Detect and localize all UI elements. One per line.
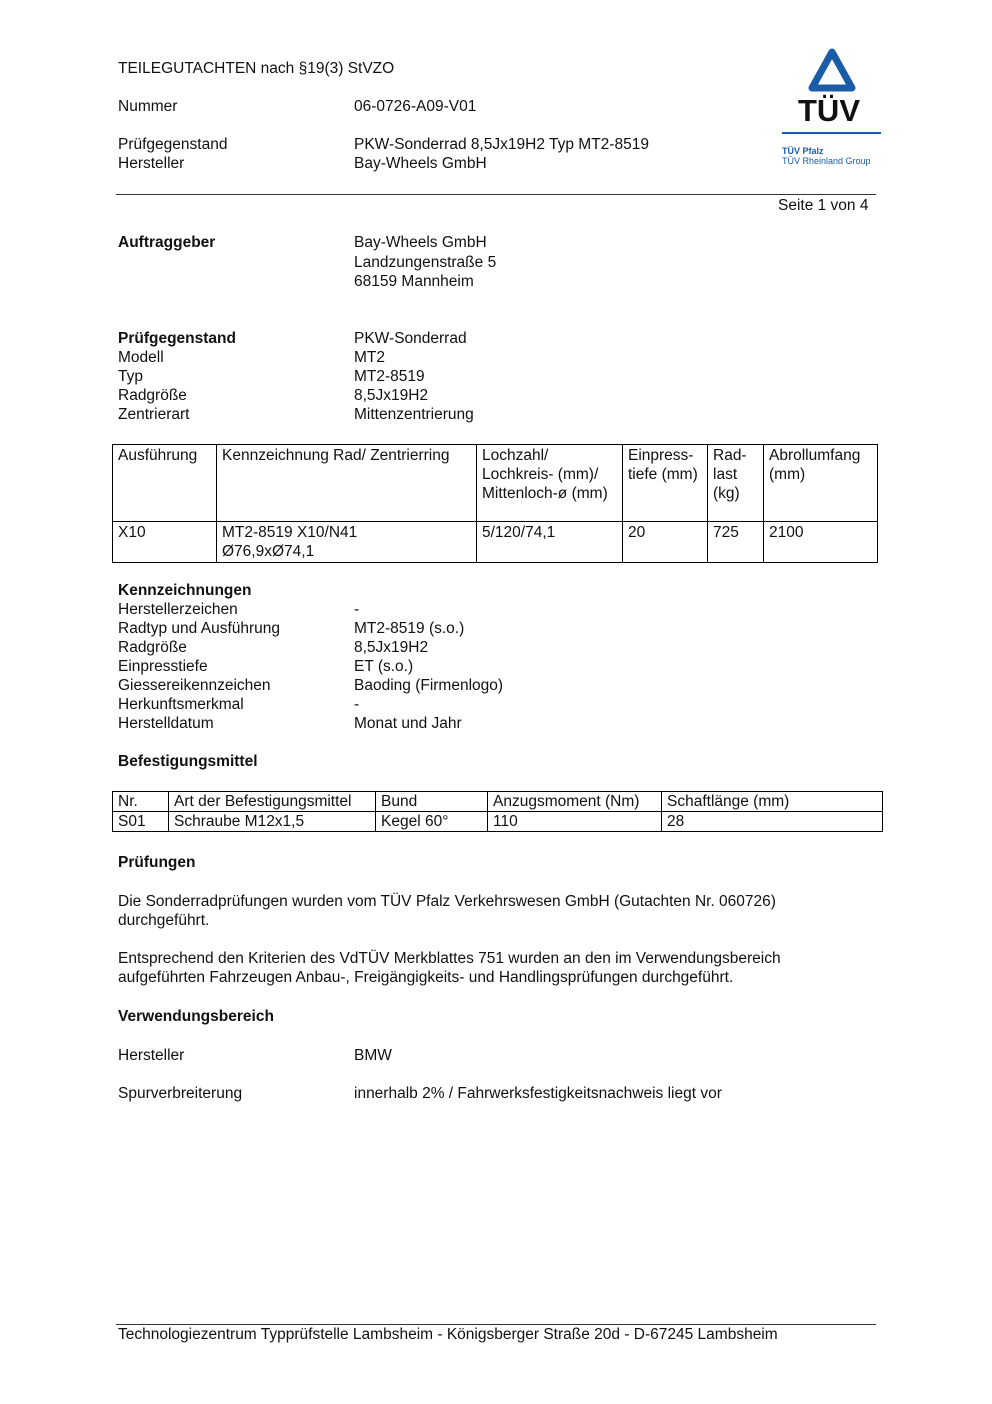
table-header-cell: Kennzeichnung Rad/ Zentrierring bbox=[217, 445, 477, 522]
table-row bbox=[113, 522, 878, 563]
kz-label: Radtyp und Ausführung bbox=[118, 620, 281, 637]
kz-label: Einpresstiefe bbox=[118, 658, 208, 675]
pruefungen-paragraph-line: aufgeführten Fahrzeugen Anbau-, Freigängigkeits- und Handlingsprüfungen durchgeführt. bbox=[118, 969, 734, 986]
befestigung-table bbox=[112, 791, 883, 832]
kz-label: Herkunftsmerkmal bbox=[118, 696, 244, 713]
nummer-value: 06-0726-A09-V01 bbox=[354, 98, 477, 115]
kz-value: ET (s.o.) bbox=[354, 658, 414, 675]
table-header-row bbox=[113, 445, 878, 522]
table-header-cell: Lochzahl/ Lochkreis- (mm)/ Mittenloch-ø (mm) bbox=[477, 445, 623, 522]
pg-value: Mittenzentrierung bbox=[354, 406, 474, 423]
table-header-row bbox=[113, 792, 883, 812]
kz-value: Monat und Jahr bbox=[354, 715, 462, 732]
auftraggeber-line: Landzungenstraße 5 bbox=[354, 254, 497, 271]
pg-value: 8,5Jx19H2 bbox=[354, 387, 429, 404]
pg-value: MT2 bbox=[354, 349, 385, 366]
table-header-cell: Nr. bbox=[113, 792, 169, 812]
tuev-brand-text: TÜV bbox=[798, 93, 860, 128]
table-row bbox=[113, 812, 883, 832]
pruefungen-paragraph-line: Entsprechend den Kriterien des VdTÜV Merkblattes 751 wurden an den im Verwendungsbereich bbox=[118, 950, 781, 967]
kz-label: Herstellerzeichen bbox=[118, 601, 238, 618]
table-cell bbox=[217, 522, 477, 563]
wheel-table bbox=[112, 444, 878, 563]
pg-label: Typ bbox=[118, 368, 143, 385]
tuev-pfalz-text: TÜV Pfalz bbox=[782, 146, 824, 156]
table-cell: Kegel 60° bbox=[376, 812, 488, 832]
table-header-cell: Ausführung bbox=[113, 445, 217, 522]
table-cell: X10 bbox=[113, 522, 217, 563]
table-header-cell: Anzugsmoment (Nm) bbox=[488, 792, 662, 812]
kz-label: Giessereikennzeichen bbox=[118, 677, 271, 694]
table-header-cell: Rad- last (kg) bbox=[708, 445, 764, 522]
verwendungsbereich-title: Verwendungsbereich bbox=[118, 1008, 274, 1025]
vb-spur-value: innerhalb 2% / Fahrwerksfestigkeitsnachweis liegt vor bbox=[354, 1085, 722, 1102]
auftraggeber-line: 68159 Mannheim bbox=[354, 273, 474, 290]
table-header-cell: Einpress- tiefe (mm) bbox=[623, 445, 708, 522]
kennzeichnung-line: MT2-8519 X10/N41 bbox=[222, 524, 358, 541]
table-cell: 725 bbox=[708, 522, 764, 563]
kennzeichnungen-title: Kennzeichnungen bbox=[118, 582, 252, 599]
table-cell: 20 bbox=[623, 522, 708, 563]
hersteller-label: Hersteller bbox=[118, 155, 185, 172]
kz-value: MT2-8519 (s.o.) bbox=[354, 620, 465, 637]
pg-value: PKW-Sonderrad bbox=[354, 330, 467, 347]
kennzeichnung-line: Ø76,9xØ74,1 bbox=[222, 543, 315, 560]
table-header-cell: Bund bbox=[376, 792, 488, 812]
table-cell: 5/120/74,1 bbox=[477, 522, 623, 563]
nummer-label: Nummer bbox=[118, 98, 178, 115]
header-divider bbox=[116, 194, 876, 195]
table-header-cell: Abrollumfang (mm) bbox=[764, 445, 878, 522]
pg-label: Prüfgegenstand bbox=[118, 330, 236, 347]
table-header-cell: Schaftlänge (mm) bbox=[662, 792, 883, 812]
table-cell: 2100 bbox=[764, 522, 878, 563]
auftraggeber-label: Auftraggeber bbox=[118, 234, 216, 251]
table-header-cell: Art der Befestigungsmittel bbox=[169, 792, 376, 812]
kz-value: 8,5Jx19H2 bbox=[354, 639, 429, 656]
vb-hersteller-label: Hersteller bbox=[118, 1047, 185, 1064]
page-indicator: Seite 1 von 4 bbox=[778, 197, 869, 214]
pg-label: Zentrierart bbox=[118, 406, 190, 423]
kz-value: Baoding (Firmenlogo) bbox=[354, 677, 504, 694]
vb-hersteller-value: BMW bbox=[354, 1047, 392, 1064]
hersteller-value: Bay-Wheels GmbH bbox=[354, 155, 487, 172]
pg-label: Radgröße bbox=[118, 387, 187, 404]
auftraggeber-line: Bay-Wheels GmbH bbox=[354, 234, 487, 251]
pg-label: Modell bbox=[118, 349, 164, 366]
kz-value: - bbox=[354, 601, 360, 618]
kz-value: - bbox=[354, 696, 360, 713]
table-cell: S01 bbox=[113, 812, 169, 832]
tuev-logo bbox=[780, 48, 885, 173]
pg-value: MT2-8519 bbox=[354, 368, 425, 385]
pruefungen-title: Prüfungen bbox=[118, 854, 196, 871]
tuev-group-text: TÜV Rheinland Group bbox=[782, 156, 871, 166]
footer-text: Technologiezentrum Typprüfstelle Lambsheim - Königsberger Straße 20d - D-67245 Lambsheim bbox=[118, 1326, 778, 1343]
kz-label: Herstelldatum bbox=[118, 715, 214, 732]
pruefgegenstand-value: PKW-Sonderrad 8,5Jx19H2 Typ MT2-8519 bbox=[354, 136, 649, 153]
table-cell: 110 bbox=[488, 812, 662, 832]
pruefungen-paragraph-line: durchgeführt. bbox=[118, 912, 210, 929]
befestigung-title: Befestigungsmittel bbox=[118, 753, 258, 770]
table-cell: Schraube M12x1,5 bbox=[169, 812, 376, 832]
document-title: TEILEGUTACHTEN nach §19(3) StVZO bbox=[118, 60, 395, 77]
table-cell: 28 bbox=[662, 812, 883, 832]
pruefgegenstand-label: Prüfgegenstand bbox=[118, 136, 228, 153]
pruefungen-paragraph-line: Die Sonderradprüfungen wurden vom TÜV Pfalz Verkehrswesen GmbH (Gutachten Nr. 060726) bbox=[118, 893, 776, 910]
vb-spur-label: Spurverbreiterung bbox=[118, 1085, 243, 1102]
kz-label: Radgröße bbox=[118, 639, 187, 656]
